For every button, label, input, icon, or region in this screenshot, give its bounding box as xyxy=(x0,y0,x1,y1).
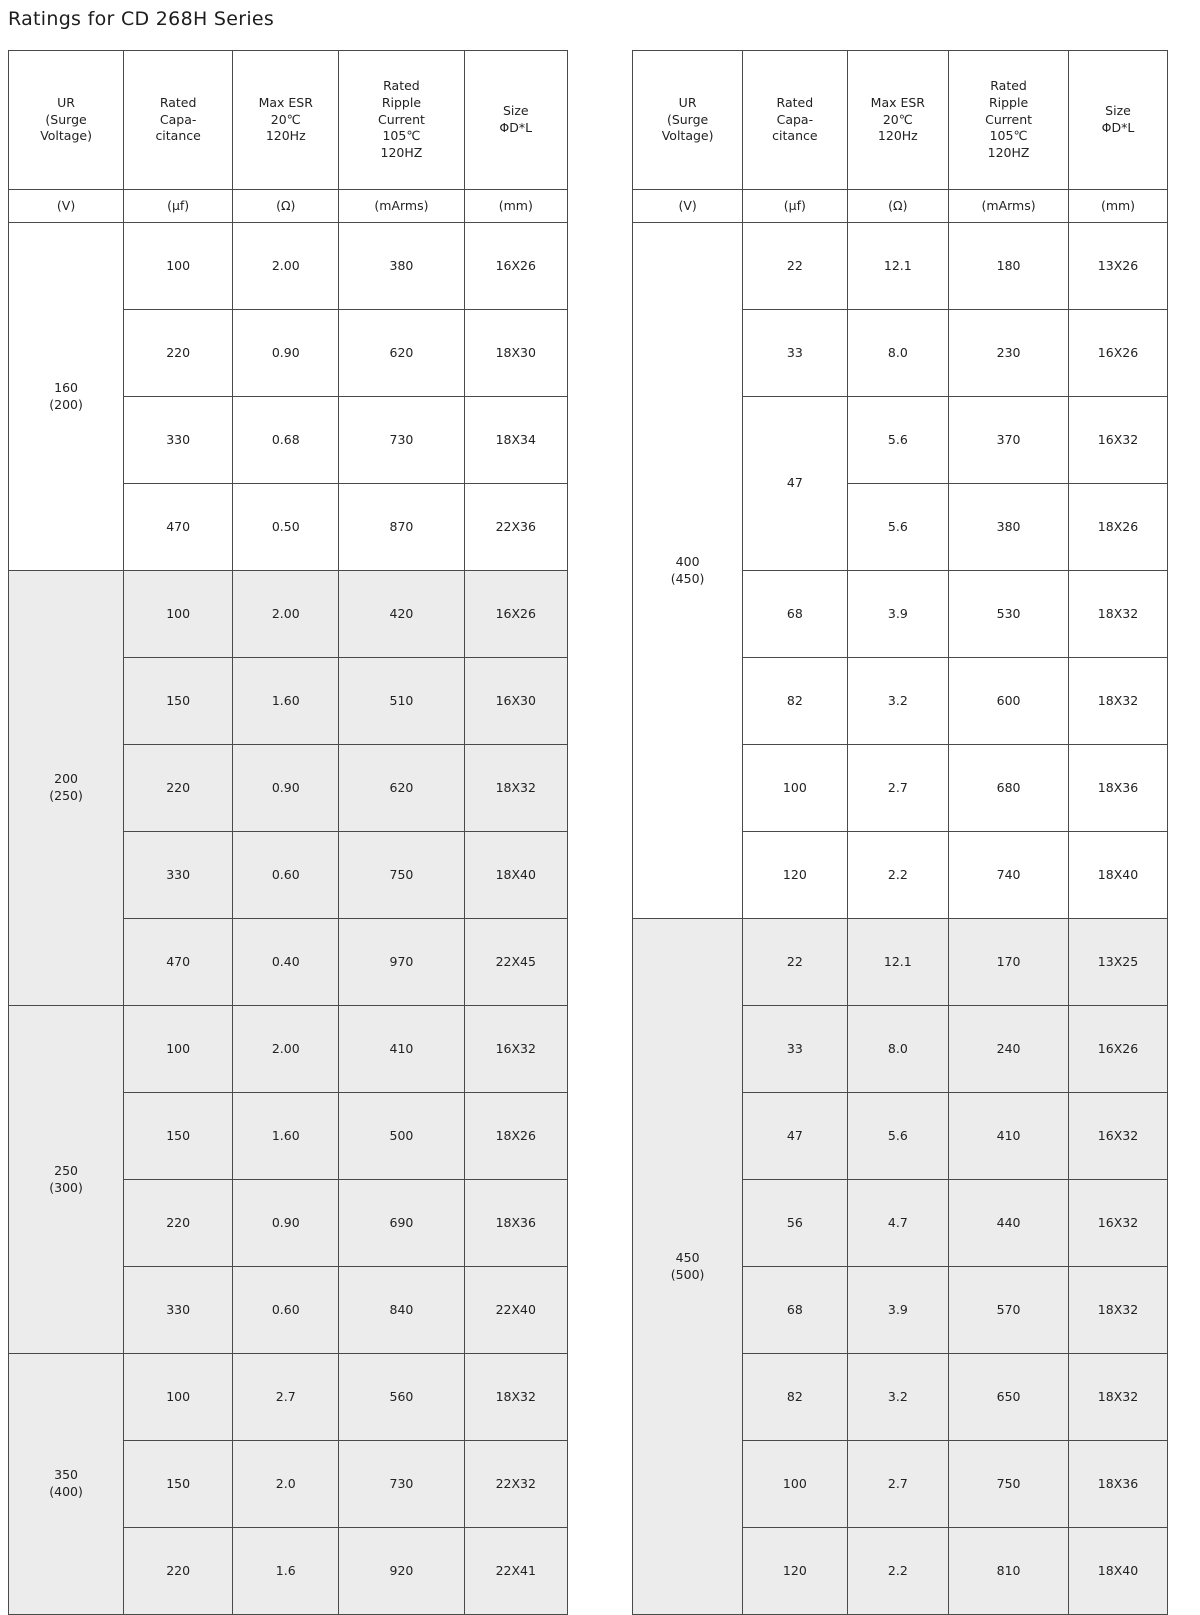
cell-ripple-current: 180 xyxy=(949,223,1069,310)
voltage-surge: (400) xyxy=(49,1484,83,1499)
cell-ripple-current: 730 xyxy=(339,397,464,484)
cell-capacitance: 220 xyxy=(124,1528,233,1615)
unit-cell-size: (mm) xyxy=(1068,190,1167,223)
header-cell-surge-voltage xyxy=(633,51,743,190)
cell-ripple-current: 690 xyxy=(339,1180,464,1267)
cell-esr: 0.60 xyxy=(233,1267,339,1354)
cell-esr: 5.6 xyxy=(847,397,949,484)
cell-size: 18X36 xyxy=(1068,1441,1167,1528)
voltage-rated: 250 xyxy=(54,1162,78,1178)
cell-size: 18X32 xyxy=(1068,1267,1167,1354)
voltage-group-cell xyxy=(633,919,743,1615)
cell-esr: 3.9 xyxy=(847,571,949,658)
cell-esr: 3.2 xyxy=(847,1354,949,1441)
voltage-rated: 450 xyxy=(675,1249,700,1265)
cell-capacitance: 47 xyxy=(743,397,847,571)
cell-esr: 0.90 xyxy=(233,1180,339,1267)
cell-capacitance: 82 xyxy=(743,1354,847,1441)
cell-ripple-current: 620 xyxy=(339,745,464,832)
cell-esr: 4.7 xyxy=(847,1180,949,1267)
header-esr-line2: 20℃ xyxy=(882,111,913,127)
header-cell-rated-capacitance xyxy=(743,51,847,190)
header-ripple-line4: 105℃ xyxy=(989,128,1028,144)
cell-ripple-current: 730 xyxy=(339,1441,464,1528)
cell-size: 16X32 xyxy=(464,1006,567,1093)
cell-ripple-current: 440 xyxy=(949,1180,1069,1267)
cell-ripple-current: 380 xyxy=(339,223,464,310)
cell-size: 22X40 xyxy=(464,1267,567,1354)
cell-esr: 12.1 xyxy=(847,223,949,310)
header-cell-surge-voltage xyxy=(9,51,124,190)
header-cap-line1: Rated xyxy=(776,94,814,110)
header-ripple-line2: Ripple xyxy=(381,94,422,110)
cell-ripple-current: 230 xyxy=(949,310,1069,397)
unit-cell-ripple: (mArms) xyxy=(949,190,1069,223)
voltage-group-cell xyxy=(9,223,124,571)
cell-capacitance: 100 xyxy=(743,1441,847,1528)
header-esr-line3: 120Hz xyxy=(877,128,918,144)
ratings-table-left xyxy=(8,50,568,1615)
voltage-group-cell xyxy=(9,1006,124,1354)
header-ripple-line5: 120HZ xyxy=(380,145,423,161)
cell-capacitance: 68 xyxy=(743,1267,847,1354)
cell-capacitance: 120 xyxy=(743,832,847,919)
header-size-line2: ΦD*L xyxy=(1101,120,1135,135)
cell-size: 18X26 xyxy=(464,1093,567,1180)
cell-capacitance: 68 xyxy=(743,571,847,658)
cell-ripple-current: 370 xyxy=(949,397,1069,484)
cell-ripple-current: 420 xyxy=(339,571,464,658)
header-esr-line2: 20℃ xyxy=(270,111,301,127)
cell-esr: 2.00 xyxy=(233,571,339,658)
cell-size: 13X26 xyxy=(1068,223,1167,310)
cell-esr: 3.9 xyxy=(847,1267,949,1354)
cell-size: 18X30 xyxy=(464,310,567,397)
cell-capacitance: 220 xyxy=(124,745,233,832)
voltage-surge: (450) xyxy=(670,570,705,586)
cell-esr: 0.90 xyxy=(233,745,339,832)
header-cap-line2: Capa- xyxy=(159,111,197,127)
cell-esr: 2.7 xyxy=(847,745,949,832)
header-esr-line1: Max ESR xyxy=(258,94,313,110)
cell-esr: 8.0 xyxy=(847,310,949,397)
voltage-group-cell xyxy=(9,571,124,1006)
header-cell-size xyxy=(464,51,567,190)
cell-esr: 5.6 xyxy=(847,484,949,571)
header-cap-line3: citance xyxy=(155,128,201,144)
voltage-group-cell xyxy=(633,223,743,919)
cell-esr: 0.40 xyxy=(233,919,339,1006)
cell-ripple-current: 600 xyxy=(949,658,1069,745)
header-size-line2: ΦD*L xyxy=(499,120,533,135)
cell-ripple-current: 970 xyxy=(339,919,464,1006)
cell-size: 18X32 xyxy=(1068,658,1167,745)
header-esr-line3: 120Hz xyxy=(265,128,306,144)
cell-capacitance: 220 xyxy=(124,310,233,397)
cell-size: 22X36 xyxy=(464,484,567,571)
cell-capacitance: 470 xyxy=(124,484,233,571)
cell-size: 22X32 xyxy=(464,1441,567,1528)
cell-capacitance: 100 xyxy=(124,223,233,310)
cell-capacitance: 120 xyxy=(743,1528,847,1615)
unit-cell-ripple: (mArms) xyxy=(339,190,464,223)
header-cell-size xyxy=(1068,51,1167,190)
voltage-rated: 160 xyxy=(54,379,78,395)
cell-size: 18X40 xyxy=(1068,1528,1167,1615)
cell-size: 18X34 xyxy=(464,397,567,484)
cell-capacitance: 220 xyxy=(124,1180,233,1267)
cell-esr: 1.6 xyxy=(233,1528,339,1615)
cell-esr: 2.2 xyxy=(847,832,949,919)
cell-ripple-current: 810 xyxy=(949,1528,1069,1615)
header-ripple-line5: 120HZ xyxy=(987,145,1030,161)
cell-esr: 0.50 xyxy=(233,484,339,571)
cell-size: 18X32 xyxy=(464,1354,567,1441)
header-cell-max-esr xyxy=(847,51,949,190)
cell-esr: 12.1 xyxy=(847,919,949,1006)
header-ripple-line2: Ripple xyxy=(988,94,1029,110)
cell-ripple-current: 530 xyxy=(949,571,1069,658)
cell-ripple-current: 740 xyxy=(949,832,1069,919)
cell-size: 18X32 xyxy=(1068,1354,1167,1441)
cell-size: 18X32 xyxy=(1068,571,1167,658)
cell-ripple-current: 380 xyxy=(949,484,1069,571)
cell-capacitance: 22 xyxy=(743,223,847,310)
voltage-rated: 350 xyxy=(54,1467,78,1483)
cell-esr: 1.60 xyxy=(233,658,339,745)
header-size-line1: Size xyxy=(502,103,529,119)
header-ur-sub: R xyxy=(66,94,75,110)
header-row xyxy=(633,51,1168,190)
unit-cell-size: (mm) xyxy=(464,190,567,223)
cell-capacitance: 330 xyxy=(124,397,233,484)
header-ur-sub: R xyxy=(687,94,697,110)
header-cell-rated-ripple-current xyxy=(949,51,1069,190)
cell-size: 13X25 xyxy=(1068,919,1167,1006)
header-ur-line2: (Surge xyxy=(45,111,87,127)
cell-ripple-current: 410 xyxy=(339,1006,464,1093)
cell-capacitance: 82 xyxy=(743,658,847,745)
header-cell-rated-capacitance xyxy=(124,51,233,190)
units-row xyxy=(9,190,568,223)
cell-size: 18X40 xyxy=(1068,832,1167,919)
cell-size: 16X30 xyxy=(464,658,567,745)
header-ur-main: U xyxy=(678,94,688,110)
cell-size: 16X32 xyxy=(1068,1093,1167,1180)
cell-size: 22X41 xyxy=(464,1528,567,1615)
cell-size: 16X26 xyxy=(464,571,567,658)
table-header-right xyxy=(633,51,1168,223)
cell-capacitance: 100 xyxy=(743,745,847,832)
header-esr-line1: Max ESR xyxy=(870,94,925,110)
cell-size: 18X36 xyxy=(1068,745,1167,832)
cell-capacitance: 47 xyxy=(743,1093,847,1180)
cell-size: 16X26 xyxy=(1068,1006,1167,1093)
cell-ripple-current: 510 xyxy=(339,658,464,745)
cell-ripple-current: 240 xyxy=(949,1006,1069,1093)
header-ripple-line1: Rated xyxy=(990,77,1027,93)
cell-capacitance: 33 xyxy=(743,1006,847,1093)
table-row xyxy=(9,571,568,658)
voltage-surge: (250) xyxy=(49,788,83,803)
cell-capacitance: 150 xyxy=(124,658,233,745)
header-size-line1: Size xyxy=(1105,103,1131,119)
cell-esr: 2.7 xyxy=(847,1441,949,1528)
table-row xyxy=(9,1006,568,1093)
cell-esr: 2.00 xyxy=(233,1006,339,1093)
table-header-left xyxy=(9,51,568,223)
cell-esr: 0.60 xyxy=(233,832,339,919)
voltage-surge: (300) xyxy=(49,1179,83,1195)
header-row xyxy=(9,51,568,190)
cell-ripple-current: 170 xyxy=(949,919,1069,1006)
cell-ripple-current: 500 xyxy=(339,1093,464,1180)
voltage-surge: (500) xyxy=(670,1266,705,1282)
cell-size: 16X26 xyxy=(1068,310,1167,397)
cell-capacitance: 22 xyxy=(743,919,847,1006)
unit-cell-voltage: (V) xyxy=(9,190,124,223)
cell-ripple-current: 750 xyxy=(339,832,464,919)
cell-ripple-current: 650 xyxy=(949,1354,1069,1441)
header-cell-rated-ripple-current xyxy=(339,51,464,190)
header-ur-line2: (Surge xyxy=(666,111,709,127)
cell-capacitance: 150 xyxy=(124,1441,233,1528)
cell-capacitance: 100 xyxy=(124,571,233,658)
cell-ripple-current: 410 xyxy=(949,1093,1069,1180)
header-ur-line3: Voltage) xyxy=(661,128,714,144)
cell-ripple-current: 870 xyxy=(339,484,464,571)
unit-cell-capacitance: (µf) xyxy=(743,190,847,223)
table-row xyxy=(633,919,1168,1006)
cell-size: 16X32 xyxy=(1068,397,1167,484)
cell-size: 22X45 xyxy=(464,919,567,1006)
page-title: Ratings for CD 268H Series xyxy=(8,8,275,30)
table-row xyxy=(633,223,1168,310)
table-body-left xyxy=(9,223,568,1615)
header-ur-line3: Voltage) xyxy=(40,128,92,144)
cell-size: 18X40 xyxy=(464,832,567,919)
unit-cell-esr: (Ω) xyxy=(847,190,949,223)
units-row xyxy=(633,190,1168,223)
voltage-rated: 200 xyxy=(54,771,78,787)
cell-size: 16X32 xyxy=(1068,1180,1167,1267)
cell-size: 18X32 xyxy=(464,745,567,832)
table-row xyxy=(9,1354,568,1441)
cell-capacitance: 470 xyxy=(124,919,233,1006)
header-ripple-line1: Rated xyxy=(383,77,420,93)
cell-ripple-current: 840 xyxy=(339,1267,464,1354)
voltage-surge: (200) xyxy=(49,396,83,412)
cell-ripple-current: 680 xyxy=(949,745,1069,832)
header-cap-line3: citance xyxy=(772,128,818,144)
table-row xyxy=(9,223,568,310)
cell-ripple-current: 560 xyxy=(339,1354,464,1441)
cell-capacitance: 150 xyxy=(124,1093,233,1180)
cell-esr: 0.68 xyxy=(233,397,339,484)
cell-esr: 2.0 xyxy=(233,1441,339,1528)
cell-ripple-current: 570 xyxy=(949,1267,1069,1354)
cell-esr: 8.0 xyxy=(847,1006,949,1093)
header-cap-line1: Rated xyxy=(159,94,197,110)
cell-esr: 2.7 xyxy=(233,1354,339,1441)
header-cell-max-esr xyxy=(233,51,339,190)
voltage-group-cell xyxy=(9,1354,124,1615)
cell-ripple-current: 750 xyxy=(949,1441,1069,1528)
unit-cell-capacitance: (µf) xyxy=(124,190,233,223)
header-ripple-line3: Current xyxy=(377,111,425,127)
cell-esr: 2.00 xyxy=(233,223,339,310)
table-body-right xyxy=(633,223,1168,1615)
ratings-table-right xyxy=(632,50,1168,1615)
cell-capacitance: 100 xyxy=(124,1354,233,1441)
header-cap-line2: Capa- xyxy=(776,111,814,127)
unit-cell-voltage: (V) xyxy=(633,190,743,223)
cell-ripple-current: 620 xyxy=(339,310,464,397)
cell-esr: 0.90 xyxy=(233,310,339,397)
unit-cell-esr: (Ω) xyxy=(233,190,339,223)
cell-size: 18X36 xyxy=(464,1180,567,1267)
cell-capacitance: 100 xyxy=(124,1006,233,1093)
right-table-holder xyxy=(600,50,1200,1615)
cell-esr: 2.2 xyxy=(847,1528,949,1615)
cell-capacitance: 33 xyxy=(743,310,847,397)
voltage-rated: 400 xyxy=(675,553,700,569)
cell-size: 16X26 xyxy=(464,223,567,310)
header-ripple-line4: 105℃ xyxy=(382,128,421,144)
cell-capacitance: 330 xyxy=(124,832,233,919)
cell-esr: 1.60 xyxy=(233,1093,339,1180)
header-ur-main: U xyxy=(57,94,67,110)
cell-size: 18X26 xyxy=(1068,484,1167,571)
ratings-tables xyxy=(0,50,1200,1615)
cell-esr: 5.6 xyxy=(847,1093,949,1180)
header-ripple-line3: Current xyxy=(985,111,1033,127)
left-table-holder xyxy=(0,50,600,1615)
cell-esr: 3.2 xyxy=(847,658,949,745)
cell-capacitance: 56 xyxy=(743,1180,847,1267)
cell-capacitance: 330 xyxy=(124,1267,233,1354)
cell-ripple-current: 920 xyxy=(339,1528,464,1615)
